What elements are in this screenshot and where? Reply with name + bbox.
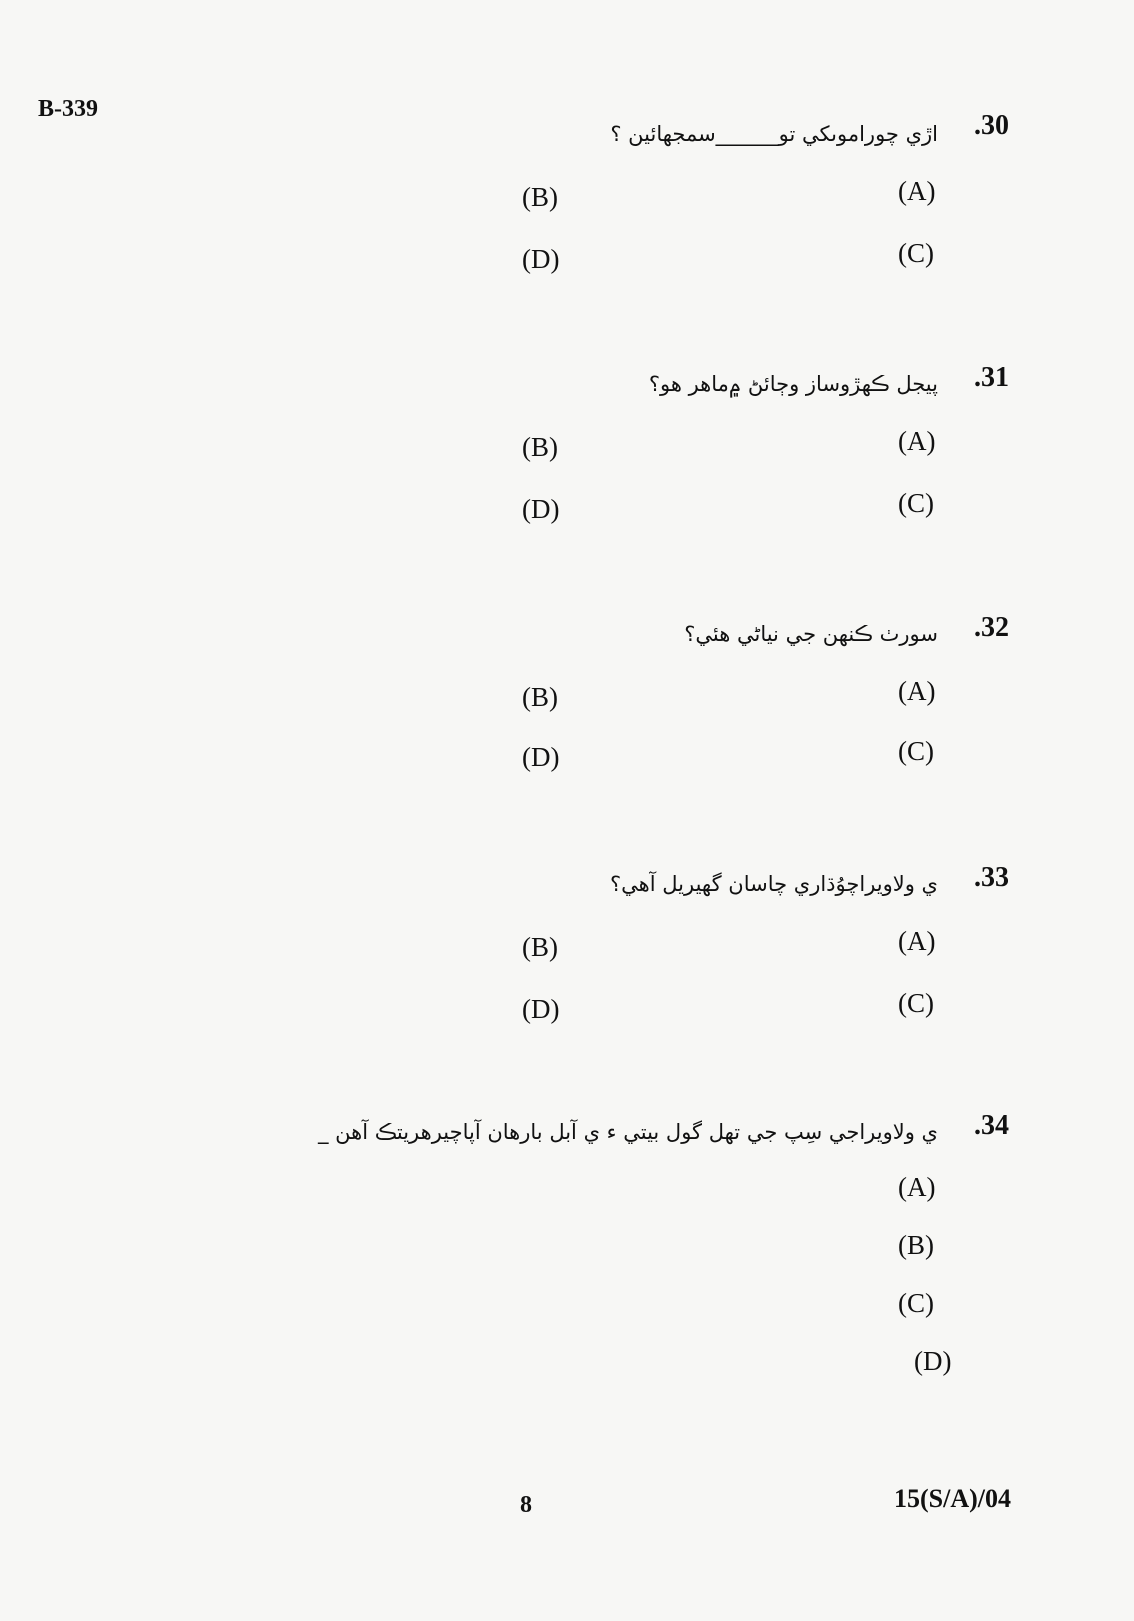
question-text: ي ولاويراچوُڌاري چاسان گهيريل آهي؟ [610,872,938,896]
question-text: ي ولاويراجي سِپ جي تهل گول بيتي ء ي آبل بارهان آپاچيرهريتڪ آهن _ [317,1120,938,1144]
option-label: (C) [898,736,934,766]
option-label: (D) [914,1346,952,1376]
booklet-code: B-339 [38,96,98,122]
option-label: (D) [522,742,560,772]
option-label: (D) [522,494,560,524]
option-label: (B) [522,932,558,962]
option-label: (B) [522,182,558,212]
option-label: (A) [898,176,936,206]
option-label: (C) [898,1288,934,1318]
question-number: .33 [974,862,1009,893]
option-label: (A) [898,676,936,706]
paper-code: 15(S/A)/04 [894,1484,1011,1513]
option-label: (D) [522,244,560,274]
page-number: 8 [520,1492,532,1518]
option-label: (C) [898,488,934,518]
question-number: .31 [974,362,1009,393]
option-label: (A) [898,1172,936,1202]
question-number: .30 [974,110,1009,141]
question-number: .34 [974,1110,1009,1141]
question-number: .32 [974,612,1009,643]
option-label: (A) [898,426,936,456]
option-label: (B) [898,1230,934,1260]
option-label: (B) [522,682,558,712]
question-text: پيجل ڪهڙوساز وڄائڻ ۾ماهر هو؟ [648,372,938,396]
option-label: (C) [898,988,934,1018]
option-label: (C) [898,238,934,268]
option-label: (B) [522,432,558,462]
option-label: (D) [522,994,560,1024]
option-label: (A) [898,926,936,956]
question-text: سورٺ ڪنهن جي نياڻي هئي؟ [684,622,938,646]
question-text: اڙي چوراموںکي تو______سمجهائين ؟ [610,122,938,146]
